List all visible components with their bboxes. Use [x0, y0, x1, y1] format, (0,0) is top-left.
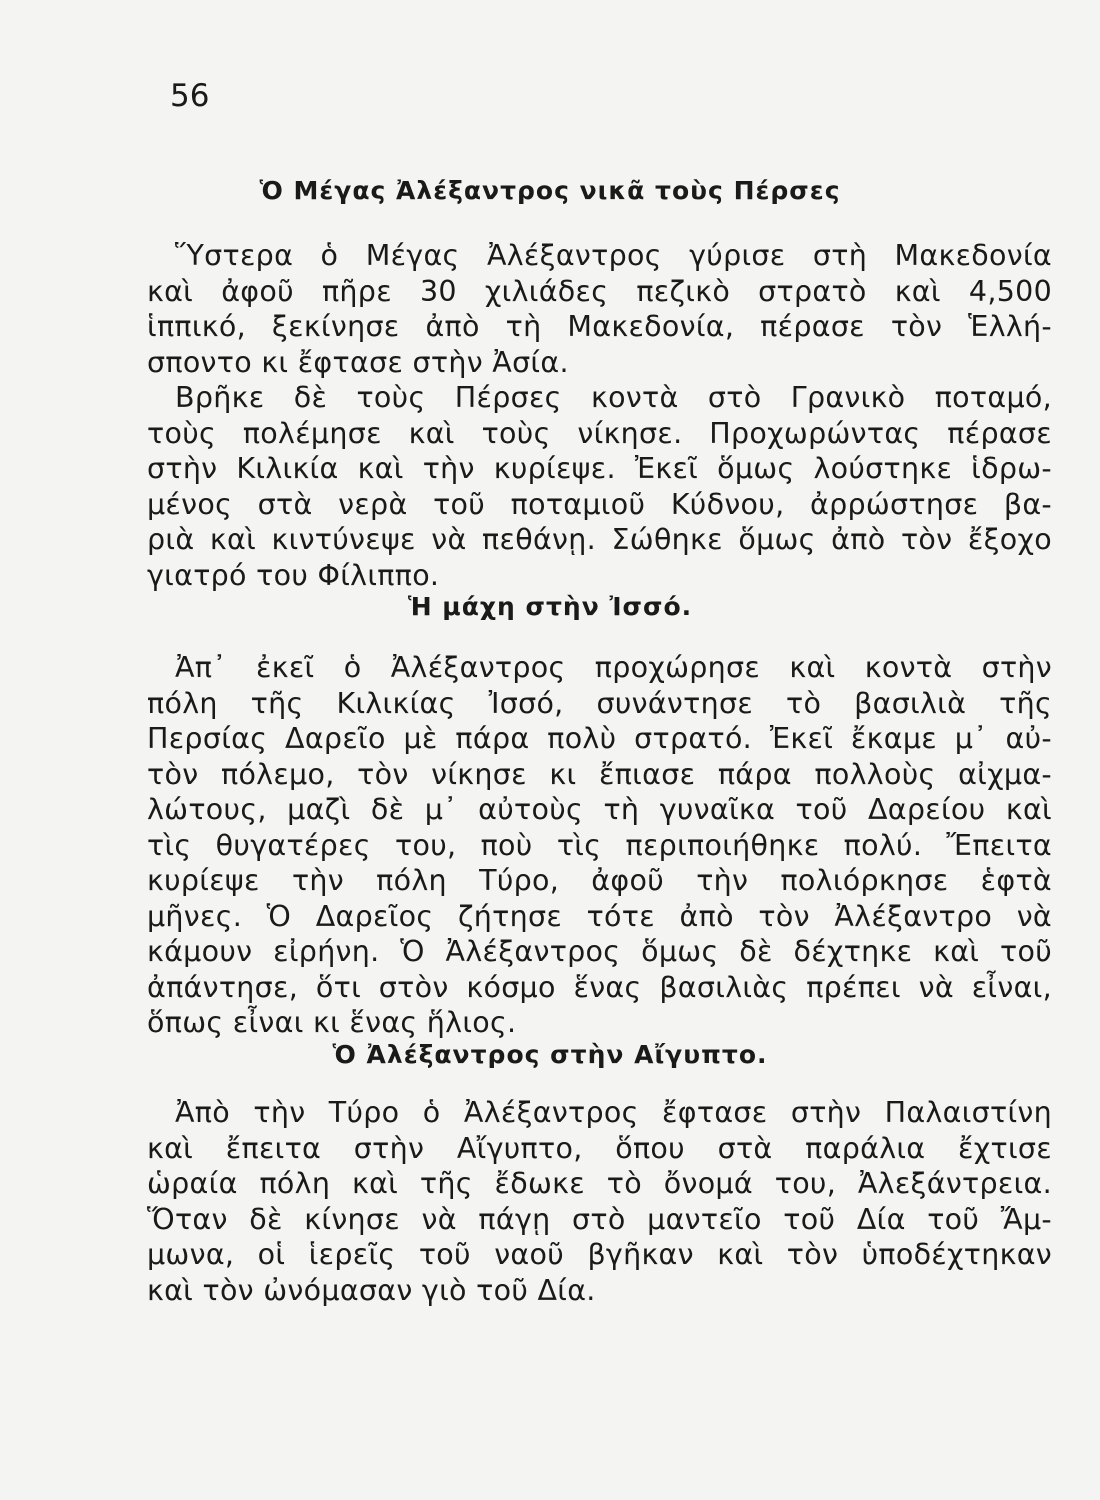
- text-line: Βρῆκε δὲ τοὺς Πέρσες κοντὰ στὸ Γρανικὸ ποταμό,: [175, 381, 1052, 414]
- paragraph: [147, 1095, 1052, 1308]
- section-heading-egypt: Ὁ Ἀλέξαντρος στὴν Αἴγυπτο.: [332, 1040, 768, 1069]
- text-line: λώτους, μαζὶ δὲ μ᾽ αὐτοὺς τὴ γυναῖκα τοῦ Δαρείου καὶ: [147, 793, 1052, 826]
- text-line: τοὺς πολέμησε καὶ τοὺς νίκησε. Προχωρώντας πέρασε: [147, 416, 1052, 450]
- text-line: καὶ ἀφοῦ πῆρε 30 χιλιάδες πεζικὸ στρατὸ καὶ 4,500: [147, 274, 1052, 308]
- paragraph: [147, 650, 1052, 1041]
- text-line: Περσίας Δαρεῖο μὲ πάρα πολὺ στρατό. Ἐκεῖ ἔκαμε μ᾽ αὐ-: [147, 722, 1052, 755]
- text-line: μωνα, οἱ ἱερεῖς τοῦ ναοῦ βγῆκαν καὶ τὸν ὑποδέχτηκαν: [147, 1238, 1052, 1271]
- text-line: πόλη τῆς Κιλικίας Ἰσσό, συνάντησε τὸ βασιλιὰ τῆς: [147, 686, 1052, 720]
- text-line: μένος στὰ νερὰ τοῦ ποταμιοῦ Κύδνου, ἀρρώστησε βα-: [147, 487, 1052, 521]
- text-line: Ὕστερα ὁ Μέγας Ἀλέξαντρος γύρισε στὴ Μακεδονία: [175, 239, 1052, 272]
- text-line: κάμουν εἰρήνη. Ὁ Ἀλέξαντρος ὅμως δὲ δέχτηκε καὶ τοῦ: [147, 935, 1052, 968]
- text-line: ὅπως εἶναι κι ἕνας ἥλιος.: [147, 1006, 517, 1039]
- text-line: καὶ τὸν ὠνόμασαν γιὸ τοῦ Δία.: [147, 1273, 596, 1307]
- text-line: ἀπάντησε, ὅτι στὸν κόσμο ἕνας βασιλιὰς πρέπει νὰ εἶναι,: [147, 970, 1052, 1004]
- text-line: Ὅταν δὲ κίνησε νὰ πάγῃ στὸ μαντεῖο τοῦ Δία τοῦ Ἄμ-: [147, 1202, 1052, 1236]
- paragraph: [147, 238, 1052, 380]
- section-heading-persians: Ὁ Μέγας Ἀλέξαντρος νικᾶ τοὺς Πέρσες: [259, 176, 841, 205]
- text-line: τὸν πόλεμο, τὸν νίκησε κι ἔπιασε πάρα πολλοὺς αἰχμα-: [147, 757, 1052, 791]
- text-line: στὴν Κιλικία καὶ τὴν κυρίεψε. Ἐκεῖ ὅμως λούστηκε ἱδρω-: [147, 452, 1052, 485]
- text-line: μῆνες. Ὁ Δαρεῖος ζήτησε τότε ἀπὸ τὸν Ἀλέξαντρο νὰ: [147, 899, 1052, 933]
- text-line: ὡραία πόλη καὶ τῆς ἔδωκε τὸ ὄνομά του, Ἀλεξάντρεια.: [147, 1167, 1052, 1200]
- section-heading-issos: Ἡ μάχη στὴν Ἰσσό.: [407, 592, 693, 621]
- text-line: σποντο κι ἔφτασε στὴν Ἀσία.: [147, 345, 569, 379]
- text-line: γιατρό του Φίλιππο.: [147, 558, 440, 592]
- text-line: ἱππικό, ξεκίνησε ἀπὸ τὴ Μακεδονία, πέρασε τὸν Ἑλλή-: [147, 310, 1052, 343]
- text-line: κυρίεψε τὴν πόλη Τύρο, ἀφοῦ τὴν πολιόρκησε ἑφτὰ: [147, 864, 1052, 897]
- text-line: καὶ ἔπειτα στὴν Αἴγυπτο, ὅπου στὰ παράλια ἔχτισε: [147, 1131, 1052, 1165]
- text-line: ριὰ καὶ κιντύνεψε νὰ πεθάνῃ. Σώθηκε ὅμως ἀπὸ τὸν ἔξοχο: [147, 523, 1052, 556]
- page-number: 56: [170, 78, 210, 114]
- paragraph: [147, 380, 1052, 593]
- text-line: Ἀπὸ τὴν Τύρο ὁ Ἀλέξαντρος ἔφτασε στὴν Παλαιστίνη: [175, 1096, 1052, 1129]
- text-line: τὶς θυγατέρες του, ποὺ τὶς περιποιήθηκε πολύ. Ἔπειτα: [147, 828, 1052, 862]
- text-line: Ἀπ᾽ ἐκεῖ ὁ Ἀλέξαντρος προχώρησε καὶ κοντὰ στὴν: [175, 651, 1052, 684]
